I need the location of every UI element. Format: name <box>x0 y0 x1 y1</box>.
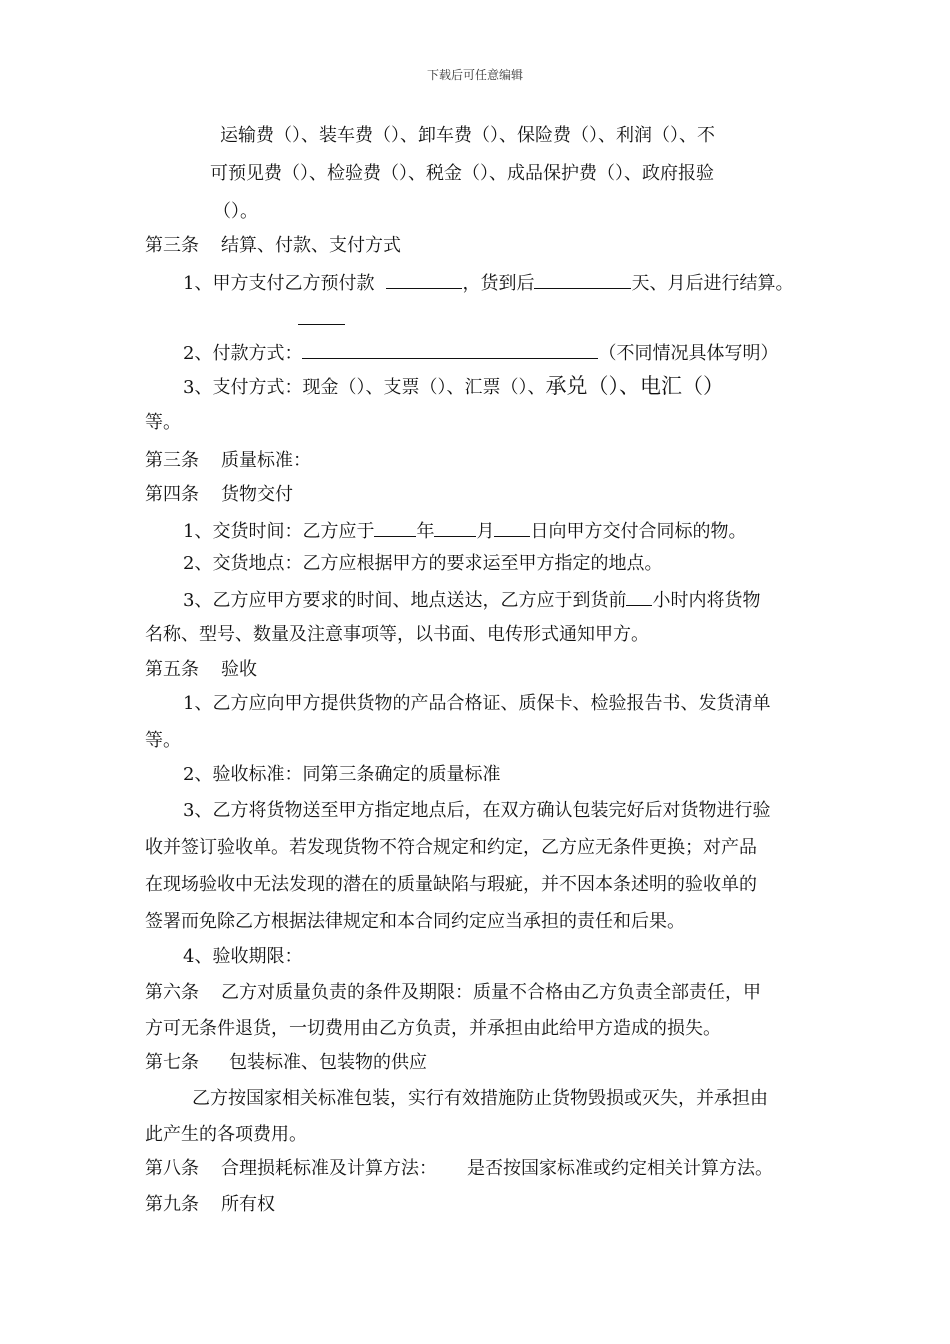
item-text: 2、付款方式： <box>183 343 303 364</box>
section-9-heading <box>145 1193 275 1217</box>
item-text: 年 <box>416 521 435 542</box>
section-title: 验收 <box>221 659 257 680</box>
section-3b-heading <box>145 449 311 473</box>
section-6-heading <box>145 981 761 1005</box>
item-text: 日向甲方交付合同标的物。 <box>530 521 747 542</box>
payment-item-3 <box>183 374 724 400</box>
section-5-heading <box>145 658 257 682</box>
acceptance-item-3: 3、乙方将货物送至甲方指定地点后，在双方确认包装完好后对货物进行验 <box>183 800 771 821</box>
section-title: 所有权 <box>221 1194 275 1215</box>
payment-item-3-cont: 等。 <box>145 412 181 433</box>
section-title: 货物交付 <box>221 484 293 505</box>
blank-field <box>534 270 631 289</box>
section-number: 第九条 <box>145 1194 199 1215</box>
item-text: （不同情况具体写明） <box>598 343 779 364</box>
section-title: 包装标准、包装物的供应 <box>229 1052 427 1073</box>
section-3-heading <box>145 234 401 258</box>
blank-field <box>298 324 345 325</box>
delivery-item-3-cont: 名称、型号、数量及注意事项等，以书面、电传形式通知甲方。 <box>145 624 649 645</box>
section-text: 是否按国家标准或约定相关计算方法。 <box>467 1158 773 1179</box>
section-number: 第六条 <box>145 982 199 1003</box>
delivery-item-2: 2、交货地点：乙方应根据甲方的要求运至甲方指定的地点。 <box>183 553 663 574</box>
item-text: 3、支付方式：现金（）、支票（）、汇票（）、 <box>183 377 546 398</box>
section-text: 乙方对质量负责的条件及期限：质量不合格由乙方负责全部责任，甲 <box>221 982 761 1003</box>
acceptance-item-1: 1、乙方应向甲方提供货物的产品合格证、质保卡、检验报告书、发货清单 <box>183 693 771 714</box>
section-4-heading <box>145 483 293 507</box>
section-title: 合理损耗标准及计算方法： <box>221 1158 437 1179</box>
payment-item-2 <box>183 340 778 366</box>
blank-field <box>494 518 530 537</box>
blank-field <box>626 587 652 606</box>
acceptance-item-3-cont: 签署而免除乙方根据法律规定和本合同约定应当承担的责任和后果。 <box>145 911 685 932</box>
blank-field <box>434 518 476 537</box>
section-number: 第七条 <box>145 1052 199 1073</box>
section-number: 第八条 <box>145 1158 199 1179</box>
section-8-heading <box>145 1157 773 1181</box>
item-text: 3、乙方应甲方要求的时间、地点送达，乙方应于到货前 <box>183 590 627 611</box>
fee-line-1: 运输费（）、装车费（）、卸车费（）、保险费（）、利润（）、不 <box>220 125 715 146</box>
item-text: 月 <box>476 521 495 542</box>
acceptance-item-3-cont: 收并签订验收单。若发现货物不符合规定和约定，乙方应无条件更换；对产品 <box>145 837 757 858</box>
blank-field <box>386 270 462 289</box>
delivery-item-1 <box>183 518 746 544</box>
fee-line-3: （）。 <box>213 201 258 222</box>
item-text: 承兑（）、电汇（） <box>545 374 724 398</box>
item-text: 1、交货时间：乙方应于 <box>183 521 375 542</box>
acceptance-item-3-cont: 在现场验收中无法发现的潜在的质量缺陷与瑕疵，并不因本条述明的验收单的 <box>145 874 757 895</box>
packaging-text-cont: 此产生的各项费用。 <box>145 1124 307 1145</box>
payment-item-1 <box>183 270 793 296</box>
section-title: 结算、付款、支付方式 <box>221 235 401 256</box>
acceptance-item-1-cont: 等。 <box>145 730 181 751</box>
section-6-cont: 方可无条件退货，一切费用由乙方负责，并承担由此给甲方造成的损失。 <box>145 1018 721 1039</box>
acceptance-item-4: 4、验收期限： <box>183 946 303 967</box>
blank-field <box>374 518 416 537</box>
blank-field <box>302 340 598 359</box>
item-text: 小时内将货物 <box>652 590 761 611</box>
section-title: 质量标准： <box>221 450 311 471</box>
packaging-text: 乙方按国家相关标准包装，实行有效措施防止货物毁损或灭失，并承担由 <box>192 1088 768 1109</box>
fee-line-2: 可预见费（）、检验费（）、税金（）、成品保护费（）、政府报验 <box>210 163 714 184</box>
section-7-heading <box>145 1051 427 1075</box>
acceptance-item-2: 2、验收标准：同第三条确定的质量标准 <box>183 764 501 785</box>
section-number: 第三条 <box>145 235 199 256</box>
item-text: ，货到后 <box>462 273 535 294</box>
section-number: 第五条 <box>145 659 199 680</box>
item-text: 1、甲方支付乙方预付款 <box>183 273 375 294</box>
page-header-note: 下载后可任意编辑 <box>426 68 523 82</box>
section-number: 第三条 <box>145 450 199 471</box>
delivery-item-3 <box>183 587 760 613</box>
section-number: 第四条 <box>145 484 199 505</box>
item-text: 天、月后进行结算。 <box>631 273 794 294</box>
